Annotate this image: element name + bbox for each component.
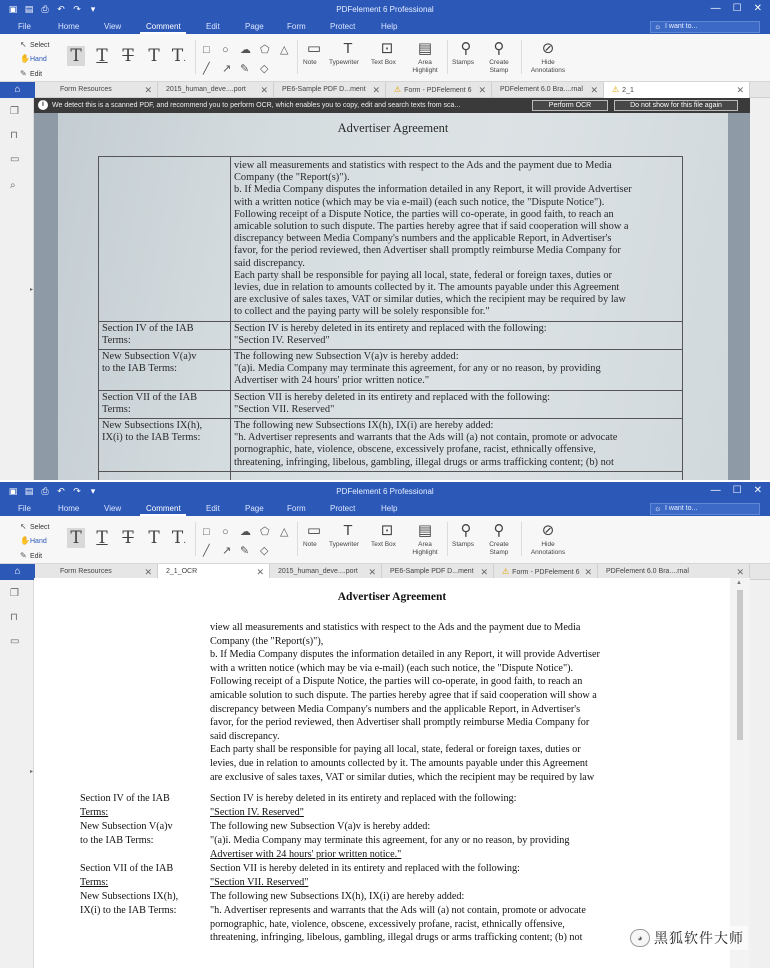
row-text-line: threatening, infringing, libelous, gambling, illegal drugs or arms trafficking content; (b) not bbox=[210, 932, 583, 944]
menu-bar bbox=[0, 502, 770, 516]
left-sidebar bbox=[0, 580, 34, 968]
typewriter-tool[interactable] bbox=[329, 39, 367, 66]
menu-protect[interactable]: Protect bbox=[330, 504, 356, 513]
menu-home[interactable]: Home bbox=[58, 22, 80, 31]
stamp-icon: ⚲ bbox=[460, 522, 472, 539]
paragraph-line: amicable solution to such dispute. The parties hereby agree that if said cooperation will show a bbox=[210, 690, 597, 701]
hand-label: Hand bbox=[30, 56, 47, 63]
row-label: IX(i) to the IAB Terms: bbox=[102, 432, 201, 444]
typewriter-icon: T bbox=[343, 522, 353, 539]
vertical-scrollbar[interactable] bbox=[730, 578, 750, 968]
row-text-line: "Section VII. Reserved" bbox=[210, 876, 309, 888]
text-box-label: Text Box bbox=[371, 59, 396, 66]
close-window-icon[interactable]: ✕ bbox=[753, 485, 762, 496]
menu-page[interactable]: Page bbox=[245, 22, 264, 31]
customize-icon[interactable]: ▾ bbox=[90, 4, 96, 14]
menu-edit[interactable]: Edit bbox=[206, 22, 220, 31]
hand-label: Hand bbox=[30, 538, 47, 545]
arrow-icon[interactable]: ↗ bbox=[222, 63, 232, 75]
stamps-label: Stamps bbox=[452, 541, 475, 548]
strikethrough-text-tool[interactable]: T bbox=[122, 528, 134, 548]
row-text-line: Section IV is hereby deleted in its entirety and replaced with the following: bbox=[210, 793, 517, 805]
row-text-line: b. If Media Company disputes the information detailed in any Report, it will provide Advertiser bbox=[234, 184, 632, 196]
search-input[interactable] bbox=[650, 21, 760, 33]
save-icon[interactable]: ▤ bbox=[24, 486, 34, 496]
cloud-icon[interactable]: ☁ bbox=[240, 526, 251, 538]
edit-icon: ✎ bbox=[20, 551, 27, 560]
row-text-line: favor, for the period reviewed, then Advertiser shall promptly reimburse Media Company for bbox=[234, 245, 621, 257]
paragraph-line: levies, due in relation to amounts collected by it. The amounts payable under this Agreement bbox=[210, 758, 588, 769]
watermark-text: 黑狐软件大师 bbox=[654, 931, 744, 947]
row-label: New Subsection V(a)v bbox=[80, 821, 173, 833]
menu-view[interactable]: View bbox=[104, 504, 122, 513]
comment-icon[interactable]: ▭ bbox=[10, 636, 20, 647]
row-divider bbox=[98, 418, 683, 419]
highlight-text-tool[interactable]: T bbox=[67, 46, 85, 66]
info-icon: i bbox=[38, 100, 48, 110]
row-text-line: "(a)i. Media Company may terminate this agreement, for any or no reason, by providing bbox=[234, 363, 601, 375]
row-divider bbox=[98, 349, 683, 350]
hide-annotations-label: Hide Annotations bbox=[530, 541, 566, 556]
redo-icon[interactable]: ↷ bbox=[73, 486, 81, 496]
home-tab-icon[interactable]: ⌂ bbox=[0, 564, 35, 580]
maximize-icon[interactable]: ☐ bbox=[732, 3, 742, 14]
row-text-line: Section VII is hereby deleted in its entirety and replaced with the following: bbox=[234, 391, 551, 403]
row-text-line: The following new Subsections IX(h), IX(i) are hereby added: bbox=[210, 891, 465, 903]
row-text-line: "Section IV. Reserved" bbox=[234, 334, 330, 346]
paragraph-line: are exclusive of sales taxes, VAT or similar duties, which the recipient may be required by law bbox=[210, 771, 595, 783]
paragraph-line: b. If Media Company disputes the information detailed in any Report, it will provide Advertiser bbox=[210, 649, 600, 661]
pages-icon[interactable]: ❐ bbox=[10, 106, 19, 117]
perform-ocr-button[interactable]: Perform OCR bbox=[532, 100, 608, 111]
note-label: Note bbox=[303, 59, 317, 66]
hand-mode[interactable] bbox=[20, 54, 47, 63]
paragraph-line: Each party shall be responsible for paying all local, state, federal or foreign taxes, duties or bbox=[210, 744, 581, 756]
triangle-icon[interactable]: △ bbox=[280, 44, 289, 56]
menu-form[interactable]: Form bbox=[287, 22, 306, 31]
underline-text-tool[interactable]: T bbox=[96, 46, 108, 66]
row-text-line: discrepancy between Media Company's numbers and the applicable Report, in Advertiser's bbox=[234, 233, 612, 245]
tab-label: Form - PDFelement 6 bbox=[404, 87, 472, 94]
wechat-icon: ◕ bbox=[630, 929, 650, 947]
row-text-line: with a written notice (which may be via e-mail) (each such notice, the "Dispute Notice"). bbox=[234, 196, 605, 208]
ribbon-separator bbox=[297, 522, 298, 556]
ribbon-separator bbox=[447, 40, 448, 74]
ribbon-separator bbox=[521, 40, 522, 74]
tab-form-pdfelement[interactable] bbox=[386, 82, 492, 98]
squiggly-text-tool[interactable]: T bbox=[148, 46, 160, 66]
oval-icon[interactable]: ○ bbox=[222, 526, 229, 538]
create-stamp-icon: ⚲ bbox=[493, 40, 505, 57]
home-tab-icon[interactable]: ⌂ bbox=[0, 82, 35, 98]
customize-icon[interactable]: ▾ bbox=[90, 486, 96, 496]
ocr-notification-bar bbox=[34, 98, 750, 113]
sidebar-toggle-icon[interactable]: ▸ bbox=[30, 287, 34, 293]
search-placeholder: I want to... bbox=[665, 505, 698, 512]
tab-2-1[interactable] bbox=[604, 82, 750, 98]
insert-text-tool[interactable]: T. bbox=[171, 528, 187, 548]
row-label: Terms: bbox=[80, 806, 109, 818]
title-bar bbox=[0, 0, 770, 20]
text-box-tool[interactable] bbox=[371, 39, 403, 66]
paragraph-line: said discrepancy. bbox=[210, 730, 280, 742]
row-text-line: Section VII is hereby deleted in its entirety and replaced with the following: bbox=[210, 863, 520, 875]
note-label: Note bbox=[303, 541, 317, 548]
close-tab-icon[interactable]: ✕ bbox=[260, 85, 268, 95]
typewriter-label: Typewriter bbox=[329, 59, 359, 66]
hide-annotations-label: Hide Annotations bbox=[530, 59, 566, 74]
row-label: Section VII of the IAB bbox=[102, 391, 198, 403]
row-text-line: view all measurements and statistics with respect to the Ads and the payment due to Media bbox=[234, 160, 612, 171]
close-tab-icon[interactable]: ✕ bbox=[478, 85, 486, 95]
create-stamp-label: Create Stamp bbox=[489, 541, 509, 556]
save-icon[interactable]: ▤ bbox=[24, 4, 34, 14]
row-divider bbox=[98, 321, 683, 322]
scroll-up-icon[interactable]: ▲ bbox=[736, 580, 742, 586]
ribbon-separator bbox=[447, 522, 448, 556]
print-icon[interactable]: ⎙ bbox=[41, 4, 49, 14]
area-highlight-label: Area Highlight bbox=[412, 541, 438, 556]
close-tab-icon[interactable]: ✕ bbox=[144, 567, 152, 577]
edit-icon: ✎ bbox=[20, 69, 27, 78]
row-text-line: The following new Subsections IX(h), IX(i) are hereby added: bbox=[234, 420, 494, 431]
row-label: IX(i) to the IAB Terms: bbox=[80, 905, 177, 916]
arrow-icon[interactable]: ↗ bbox=[222, 545, 232, 557]
sidebar-toggle-icon[interactable]: ▸ bbox=[30, 769, 34, 775]
document-title: Advertiser Agreement bbox=[337, 121, 449, 135]
warning-icon: ⚠ bbox=[502, 567, 510, 576]
row-text-line: Company (the "Report(s)"). bbox=[234, 172, 350, 184]
insert-text-tool[interactable]: T. bbox=[171, 46, 187, 66]
close-tab-icon[interactable]: ✕ bbox=[590, 85, 598, 95]
menu-help[interactable]: Help bbox=[381, 504, 398, 513]
menu-comment[interactable]: Comment bbox=[146, 504, 181, 513]
scanned-page-view[interactable] bbox=[34, 113, 750, 482]
row-text-line: pornographic, hate, violence, obscene, excessively profane, racist, ethnically offensive, bbox=[210, 918, 565, 930]
undo-icon[interactable]: ↶ bbox=[57, 486, 65, 496]
row-label: to the IAB Terms: bbox=[80, 835, 154, 846]
tab-label: 2_1 bbox=[622, 87, 634, 94]
row-label: Section VII of the IAB bbox=[80, 863, 174, 875]
row-text-line: "Section VII. Reserved" bbox=[234, 403, 335, 415]
search-placeholder: I want to... bbox=[665, 23, 698, 30]
close-tab-icon[interactable]: ✕ bbox=[368, 567, 376, 577]
text-box-label: Text Box bbox=[371, 541, 396, 548]
redo-icon[interactable]: ↷ bbox=[73, 4, 81, 14]
tab-label: Form - PDFelement 6 bbox=[512, 569, 580, 576]
lightbulb-icon: ☼ bbox=[654, 504, 662, 513]
row-label: Section IV of the IAB bbox=[102, 322, 194, 334]
oval-icon[interactable]: ○ bbox=[222, 44, 229, 56]
row-divider bbox=[98, 390, 683, 391]
undo-icon[interactable]: ↶ bbox=[57, 4, 65, 14]
menu-view[interactable]: View bbox=[104, 22, 122, 31]
hand-icon: ✋ bbox=[20, 54, 30, 63]
row-text-line: The following new Subsection V(a)v is hereby added: bbox=[210, 821, 431, 833]
select-mode[interactable] bbox=[20, 40, 49, 49]
document-title: Advertiser Agreement bbox=[337, 591, 447, 603]
line-icon[interactable]: ╱ bbox=[203, 545, 210, 557]
typewriter-tool[interactable] bbox=[329, 521, 367, 548]
comment-icon[interactable]: ▭ bbox=[10, 154, 20, 165]
tab-label: 2_1_OCR bbox=[166, 568, 198, 575]
row-label: to the IAB Terms: bbox=[102, 363, 177, 375]
row-text-line: Advertiser with 24 hours' prior written notice." bbox=[234, 375, 430, 387]
paragraph-line: Following receipt of a Dispute Notice, the parties will co-operate, in good faith, to reach an bbox=[210, 676, 583, 688]
warning-icon: ⚠ bbox=[394, 85, 402, 94]
menu-help[interactable]: Help bbox=[381, 22, 398, 31]
paragraph-line: favor, for the period reviewed, then Advertiser shall promptly reimburse Media Company for bbox=[210, 717, 590, 729]
row-text-line: "h. Advertiser represents and warrants that the Ads will (a) not contain, promote or advocate bbox=[210, 905, 586, 916]
tab-label: 2015_human_deve....port bbox=[166, 86, 246, 93]
row-label: New Subsections IX(h), bbox=[80, 891, 179, 903]
tab-label: PDFelement 6.0 Bra....rnal bbox=[606, 568, 689, 575]
close-tab-icon[interactable]: ✕ bbox=[480, 567, 488, 577]
stamps-tool[interactable] bbox=[452, 521, 480, 548]
search-icon[interactable]: ⌕ bbox=[10, 180, 16, 191]
app-title: PDFelement 6 Professional bbox=[336, 5, 434, 14]
menu-form[interactable]: Form bbox=[287, 504, 306, 513]
search-input[interactable] bbox=[650, 503, 760, 515]
paragraph-line: discrepancy between Media Company's numbers and the applicable Report, in Advertiser's bbox=[210, 703, 581, 715]
scroll-thumb[interactable] bbox=[737, 590, 743, 740]
close-window-icon[interactable]: ✕ bbox=[753, 3, 762, 14]
typewriter-icon: T bbox=[343, 40, 353, 57]
menu-home[interactable]: Home bbox=[58, 504, 80, 513]
note-tool[interactable] bbox=[303, 39, 325, 66]
close-tab-icon[interactable]: ✕ bbox=[584, 567, 592, 577]
ribbon-separator bbox=[521, 522, 522, 556]
pencil-icon[interactable]: ✎ bbox=[240, 545, 250, 557]
menu-bar bbox=[0, 20, 770, 34]
tab-form-resources[interactable] bbox=[52, 82, 158, 98]
close-tab-icon[interactable]: ✕ bbox=[736, 567, 744, 577]
cursor-icon: ↖ bbox=[20, 522, 27, 531]
edit-mode[interactable] bbox=[20, 69, 42, 78]
strikethrough-text-tool[interactable]: T bbox=[122, 46, 134, 66]
area-highlight-label: Area Highlight bbox=[412, 59, 438, 74]
ribbon-toolbar bbox=[0, 516, 770, 564]
row-divider bbox=[98, 471, 683, 472]
close-tab-icon[interactable]: ✕ bbox=[372, 85, 380, 95]
close-tab-icon[interactable]: ✕ bbox=[144, 85, 152, 95]
ribbon-separator bbox=[297, 40, 298, 74]
rectangle-icon[interactable]: □ bbox=[203, 526, 210, 538]
polygon-icon[interactable]: ⬠ bbox=[260, 44, 270, 56]
close-tab-icon[interactable]: ✕ bbox=[256, 567, 264, 577]
paragraph-line: view all measurements and statistics with respect to the Ads and the payment due to Media bbox=[210, 622, 581, 633]
title-bar bbox=[0, 482, 770, 502]
tab-label: PE6-Sample PDF D...ment bbox=[390, 568, 474, 575]
rectangle-icon[interactable]: □ bbox=[203, 44, 210, 56]
minimize-icon[interactable]: — bbox=[710, 485, 721, 496]
eye-slash-icon: ⊘ bbox=[541, 40, 555, 57]
menu-page[interactable]: Page bbox=[245, 504, 264, 513]
squiggly-text-tool[interactable]: T bbox=[148, 528, 160, 548]
text-box-tool[interactable] bbox=[371, 521, 403, 548]
create-stamp-tool[interactable] bbox=[483, 39, 515, 74]
tab-sample-pdf[interactable] bbox=[274, 82, 386, 98]
row-label: Terms: bbox=[80, 876, 109, 888]
note-icon: ▭ bbox=[306, 40, 322, 57]
hand-mode[interactable] bbox=[20, 536, 47, 545]
ribbon-toolbar bbox=[0, 34, 770, 82]
triangle-icon[interactable]: △ bbox=[280, 526, 289, 538]
row-label: New Subsections IX(h), bbox=[102, 420, 203, 431]
scanned-page bbox=[58, 113, 728, 482]
tab-label: Form Resources bbox=[60, 86, 112, 93]
cursor-icon: ↖ bbox=[20, 40, 27, 49]
tab-label: PE6-Sample PDF D...ment bbox=[282, 86, 366, 93]
area-highlight-tool[interactable] bbox=[406, 39, 444, 74]
text-box-icon: ⊡ bbox=[380, 40, 394, 57]
row-text-line: pornographic, hate, violence, obscene, excessively profane, racist, ethnically offensive, bbox=[234, 444, 596, 456]
screenshot-after-ocr bbox=[0, 482, 770, 968]
left-sidebar bbox=[0, 98, 34, 482]
pages-icon[interactable]: ❐ bbox=[10, 588, 19, 599]
select-label: Select bbox=[30, 42, 50, 49]
print-icon[interactable]: ⎙ bbox=[41, 486, 49, 496]
row-text-line: "(a)i. Media Company may terminate this agreement, for any or no reason, by providing bbox=[210, 835, 570, 846]
row-text-line: The following new Subsection V(a)v is hereby added: bbox=[234, 351, 459, 362]
row-text-line: are exclusive of sales taxes, VAT or similar duties, which the recipient may be required by law bbox=[234, 294, 626, 306]
app-title: PDFelement 6 Professional bbox=[336, 487, 434, 496]
row-label: Section IV of the IAB bbox=[80, 793, 170, 805]
underline-text-tool[interactable]: T bbox=[96, 528, 108, 548]
minimize-icon[interactable]: — bbox=[710, 3, 721, 14]
note-icon: ▭ bbox=[306, 522, 322, 539]
lightbulb-icon: ☼ bbox=[654, 22, 662, 31]
eraser-icon[interactable]: ◇ bbox=[260, 63, 269, 75]
menu-file[interactable]: File bbox=[18, 504, 31, 513]
edit-label: Edit bbox=[30, 553, 43, 560]
create-stamp-tool[interactable] bbox=[483, 521, 515, 556]
eye-slash-icon: ⊘ bbox=[541, 522, 555, 539]
stamp-icon: ⚲ bbox=[460, 40, 472, 57]
row-text-line: threatening, infringing, libelous, gambling, illegal drugs or arms trafficking content; (b) not bbox=[234, 456, 614, 468]
ocr-page-view[interactable] bbox=[34, 578, 750, 968]
watermark bbox=[626, 926, 748, 950]
menu-edit[interactable]: Edit bbox=[206, 504, 220, 513]
line-icon[interactable]: ╱ bbox=[203, 63, 210, 75]
polygon-icon[interactable]: ⬠ bbox=[260, 526, 270, 538]
edit-label: Edit bbox=[30, 71, 43, 78]
menu-protect[interactable]: Protect bbox=[330, 22, 356, 31]
row-text-line: Section IV is hereby deleted in its entirety and replaced with the following: bbox=[234, 322, 547, 334]
row-text-line: to collect and the paying party will be solely responsible for." bbox=[234, 306, 490, 318]
eraser-icon[interactable]: ◇ bbox=[260, 545, 269, 557]
app-logo-icon: ▣ bbox=[8, 486, 18, 496]
create-stamp-icon: ⚲ bbox=[493, 522, 505, 539]
tab-pdfelement-brand[interactable] bbox=[492, 82, 604, 98]
cloud-icon[interactable]: ☁ bbox=[240, 44, 251, 56]
warning-icon: ⚠ bbox=[612, 85, 620, 94]
bookmark-icon[interactable]: ⊓ bbox=[10, 612, 18, 623]
ocr-message: We detect this is a scanned PDF, and recommend you to perform OCR, which enables you to copy, edit and search texts from sca... bbox=[52, 102, 461, 109]
row-text-line: levies, due in relation to amounts collected by it. The amounts payable under this Agreement bbox=[234, 282, 620, 293]
screenshot-before-ocr bbox=[0, 0, 770, 482]
stamps-tool[interactable] bbox=[452, 39, 480, 66]
menu-file[interactable]: File bbox=[18, 22, 31, 31]
menu-comment[interactable]: Comment bbox=[146, 22, 181, 31]
column-divider bbox=[230, 156, 231, 482]
row-text-line: Each party shall be responsible for paying all local, state, federal or foreign taxes, duties or bbox=[234, 269, 612, 281]
edit-mode[interactable] bbox=[20, 551, 42, 560]
row-label: Terms: bbox=[102, 334, 131, 346]
create-stamp-label: Create Stamp bbox=[489, 59, 509, 74]
document-tabs bbox=[0, 82, 770, 98]
tab-label: 2015_human_deve....port bbox=[278, 568, 358, 575]
area-highlight-tool[interactable] bbox=[406, 521, 444, 556]
paragraph-line: with a written notice (which may be via e-mail) (each such notice, the "Dispute Notice"). bbox=[210, 662, 574, 674]
do-not-show-button[interactable]: Do not show for this file again bbox=[614, 100, 738, 111]
bookmark-icon[interactable]: ⊓ bbox=[10, 130, 18, 141]
area-highlight-icon: ▤ bbox=[417, 522, 433, 539]
text-box-icon: ⊡ bbox=[380, 522, 394, 539]
hide-annotations-tool[interactable] bbox=[526, 39, 570, 74]
row-text-line: Following receipt of a Dispute Notice, the parties will co-operate, in good faith, to reach an bbox=[234, 208, 614, 220]
row-label: New Subsection V(a)v bbox=[102, 351, 197, 362]
app-logo-icon: ▣ bbox=[8, 4, 18, 14]
typewriter-label: Typewriter bbox=[329, 541, 359, 548]
row-text-line: "h. Advertiser represents and warrants that the Ads will (a) not contain, promote or advocate bbox=[234, 432, 618, 444]
select-label: Select bbox=[30, 524, 50, 531]
row-text-line: "Section IV. Reserved" bbox=[210, 806, 304, 818]
row-text-line: said discrepancy. bbox=[234, 257, 305, 269]
pencil-icon[interactable]: ✎ bbox=[240, 63, 250, 75]
row-text-line: Advertiser with 24 hours' prior written notice." bbox=[210, 848, 402, 860]
row-text-line: amicable solution to such dispute. The parties hereby agree that if said cooperation will show a bbox=[234, 221, 629, 232]
select-mode[interactable] bbox=[20, 522, 49, 531]
area-highlight-icon: ▤ bbox=[417, 40, 433, 57]
close-tab-icon[interactable]: ✕ bbox=[736, 85, 744, 95]
hide-annotations-tool[interactable] bbox=[526, 521, 570, 556]
tab-label: Form Resources bbox=[60, 568, 112, 575]
maximize-icon[interactable]: ☐ bbox=[732, 485, 742, 496]
tab-label: PDFelement 6.0 Bra....rnal bbox=[500, 86, 583, 93]
row-label: Terms: bbox=[102, 403, 131, 415]
tab-human-development[interactable] bbox=[158, 82, 274, 98]
hand-icon: ✋ bbox=[20, 536, 30, 545]
ribbon-separator bbox=[195, 522, 196, 556]
stamps-label: Stamps bbox=[452, 59, 475, 66]
highlight-text-tool[interactable]: T bbox=[67, 528, 85, 548]
note-tool[interactable] bbox=[303, 521, 325, 548]
ribbon-separator bbox=[195, 40, 196, 74]
paragraph-line: Company (the "Report(s)"), bbox=[210, 635, 324, 647]
